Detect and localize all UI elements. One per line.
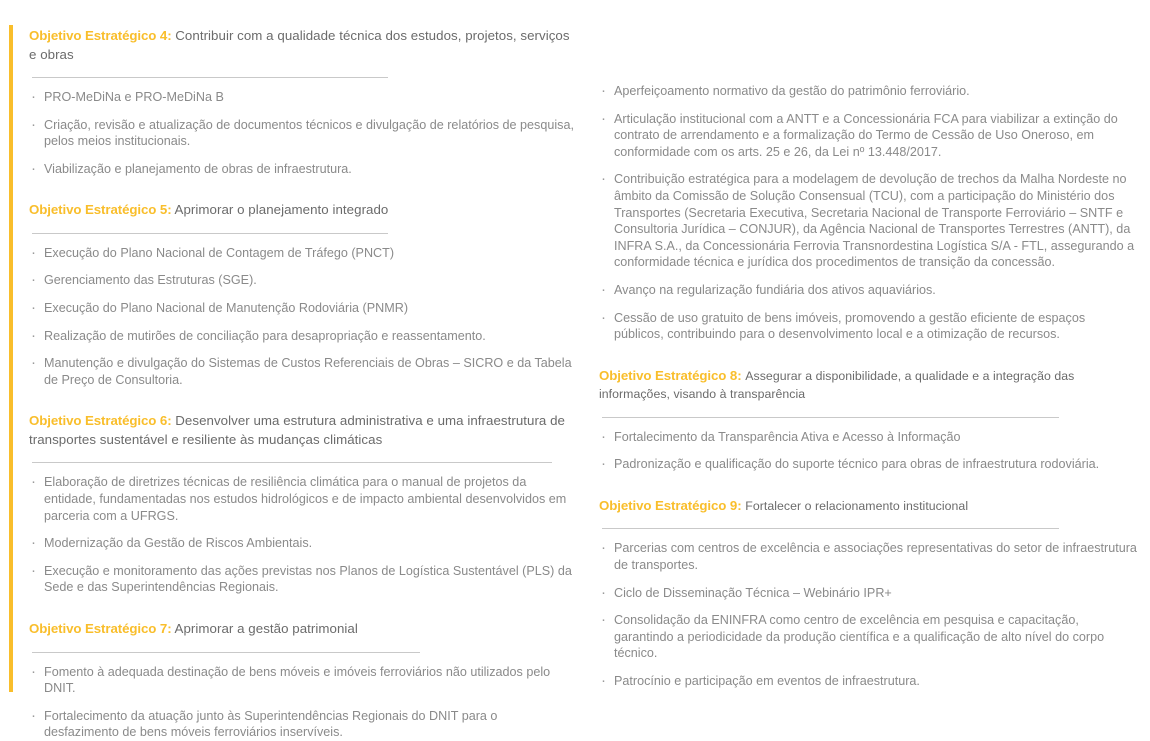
- list-item: · Fortalecimento da Transparência Ativa e Acesso à Informação: [599, 429, 1138, 446]
- list-item: · PRO-MeDiNa e PRO-MeDiNa B: [29, 89, 575, 106]
- objective-6-label: Objetivo Estratégico 6:: [29, 413, 172, 429]
- objective-4-list: [29, 89, 575, 177]
- list-item: · Parcerias com centros de excelência e associações representativas do setor de infraestrutura de transportes.: [599, 540, 1138, 573]
- objective-5-description: Aprimorar o planejamento integrado: [174, 202, 389, 218]
- list-item: · Cessão de uso gratuito de bens imóveis, promovendo a gestão eficiente de espaços públicos, contribuindo para o desenvolvimento local e a otimização de recursos.: [599, 310, 1138, 343]
- objective-8-heading: [599, 367, 1138, 404]
- list-item: · Execução e monitoramento das ações previstas nos Planos de Logística Sustentável (PLS) da Sede e das Superintendências Regionais.: [29, 563, 575, 596]
- list-item: · Articulação institucional com a ANTT e a Concessionária FCA para viabilizar a extinção do contrato de arrendamento e a formalização do Termo de Cessão de Uso Oneroso, em conformidade com os arts. 25 e 26, da Lei nº 13.448/2017.: [599, 111, 1138, 161]
- objective-5-heading: [29, 201, 575, 220]
- objective-6-list: [29, 474, 575, 596]
- objective-5-label: Objetivo Estratégico 5:: [29, 202, 172, 218]
- list-item: · Fortalecimento da atuação junto às Superintendências Regionais do DNIT para o desfazimento de bens móveis ferroviários inservíveis.: [29, 708, 575, 741]
- objective-block-6: [29, 412, 575, 596]
- objective-9-list: [599, 540, 1138, 689]
- list-item: · Execução do Plano Nacional de Contagem de Tráfego (PNCT): [29, 245, 575, 262]
- objective-8-divider: [602, 417, 1059, 418]
- objective-4-label: Objetivo Estratégico 4:: [29, 28, 172, 43]
- spacer: [29, 388, 575, 412]
- objective-4-heading: [29, 27, 575, 64]
- objective-block-7: [29, 620, 575, 741]
- objective-block-8: [599, 367, 1138, 473]
- objective-7-continued-list: [599, 83, 1138, 343]
- list-item: · Viabilização e planejamento de obras de infraestrutura.: [29, 161, 575, 178]
- objective-7-list: [29, 664, 575, 741]
- objective-9-description: Fortalecer o relacionamento institucional: [745, 498, 969, 513]
- objective-4-divider: [32, 77, 388, 78]
- list-item: · Criação, revisão e atualização de documentos técnicos e divulgação de relatórios de pesquisa, pelos meios institucionais.: [29, 117, 575, 150]
- objective-7-divider: [32, 652, 420, 653]
- list-item: · Consolidação da ENINFRA como centro de excelência em pesquisa e capacitação, garantindo a periodicidade da produção científica e a qualificação de alto nível do corpo técnico.: [599, 612, 1138, 662]
- objective-9-label: Objetivo Estratégico 9:: [599, 497, 742, 513]
- objective-block-9: [599, 497, 1138, 690]
- right-column: [585, 0, 1150, 734]
- objective-block-5: [29, 201, 575, 388]
- objective-7-heading: [29, 620, 575, 639]
- list-item: · Avanço na regularização fundiária dos ativos aquaviários.: [599, 282, 1138, 299]
- objective-6-heading: [29, 412, 575, 449]
- objective-9-heading: [599, 497, 1138, 516]
- list-item: · Modernização da Gestão de Riscos Ambientais.: [29, 535, 575, 552]
- list-item: · Aperfeiçoamento normativo da gestão do patrimônio ferroviário.: [599, 83, 1138, 100]
- objective-7-description: Aprimorar a gestão patrimonial: [174, 621, 358, 636]
- spacer: [599, 343, 1138, 367]
- spacer: [29, 177, 575, 201]
- objective-6-divider: [32, 462, 552, 463]
- objective-5-divider: [32, 233, 388, 234]
- objective-6-description: Desenvolver uma estrutura administrativa e uma infraestrutura de transportes sustentável e resiliente às mudanças climáticas: [29, 413, 566, 447]
- objective-8-label: Objetivo Estratégico 8:: [599, 367, 742, 383]
- list-item: · Elaboração de diretrizes técnicas de resiliência climática para o manual de projetos da entidade, fundamentadas nos estudos hidrológicos e de impacto ambiental desenvolvidos em parceria com a UFRGS.: [29, 474, 575, 524]
- objective-9-divider: [602, 528, 1059, 529]
- list-item: · Ciclo de Disseminação Técnica – Webinário IPR+: [599, 585, 1138, 602]
- objective-5-list: [29, 245, 575, 389]
- list-item: · Padronização e qualificação do suporte técnico para obras de infraestrutura rodoviária.: [599, 456, 1138, 473]
- objective-8-list: [599, 429, 1138, 473]
- objective-8-description: Assegurar a disponibilidade, a qualidade e a integração das informações, visando à transparência: [599, 368, 1075, 402]
- list-item: · Patrocínio e participação em eventos de infraestrutura.: [599, 673, 1138, 690]
- spacer: [599, 473, 1138, 497]
- list-item: · Fomento à adequada destinação de bens móveis e imóveis ferroviários não utilizados pelo DNIT.: [29, 664, 575, 697]
- objective-7-label: Objetivo Estratégico 7:: [29, 621, 172, 636]
- list-item: · Execução do Plano Nacional de Manutenção Rodoviária (PNMR): [29, 300, 575, 317]
- list-item: · Manutenção e divulgação do Sistemas de Custos Referenciais de Obras – SICRO e da Tabela de Preço de Consultoria.: [29, 355, 575, 388]
- spacer: [29, 596, 575, 620]
- objective-4-description: Contribuir com a qualidade técnica dos estudos, projetos, serviços e obras: [29, 28, 570, 62]
- objective-block-4: [29, 27, 575, 177]
- list-item: · Realização de mutirões de conciliação para desapropriação e reassentamento.: [29, 328, 575, 345]
- list-item: · Contribuição estratégica para a modelagem de devolução de trechos da Malha Nordeste no âmbito da Comissão de Solução Consensual (TCU), com a participação do Ministério dos Transportes (Secretaria Executiva, Secretaria Nacional de Transporte Ferroviário – SNTF e Consultoria Jurídica – CONJUR), da Agência Nacional de Transportes Terrestres (ANTT), da INFRA S.A., da Concessionária Ferrovia Transnordestina Logística S/A - FTL, assegurando a conformidade técnica e jurídica dos procedimentos de transição da concessão.: [599, 171, 1138, 271]
- list-item: · Gerenciamento das Estruturas (SGE).: [29, 272, 575, 289]
